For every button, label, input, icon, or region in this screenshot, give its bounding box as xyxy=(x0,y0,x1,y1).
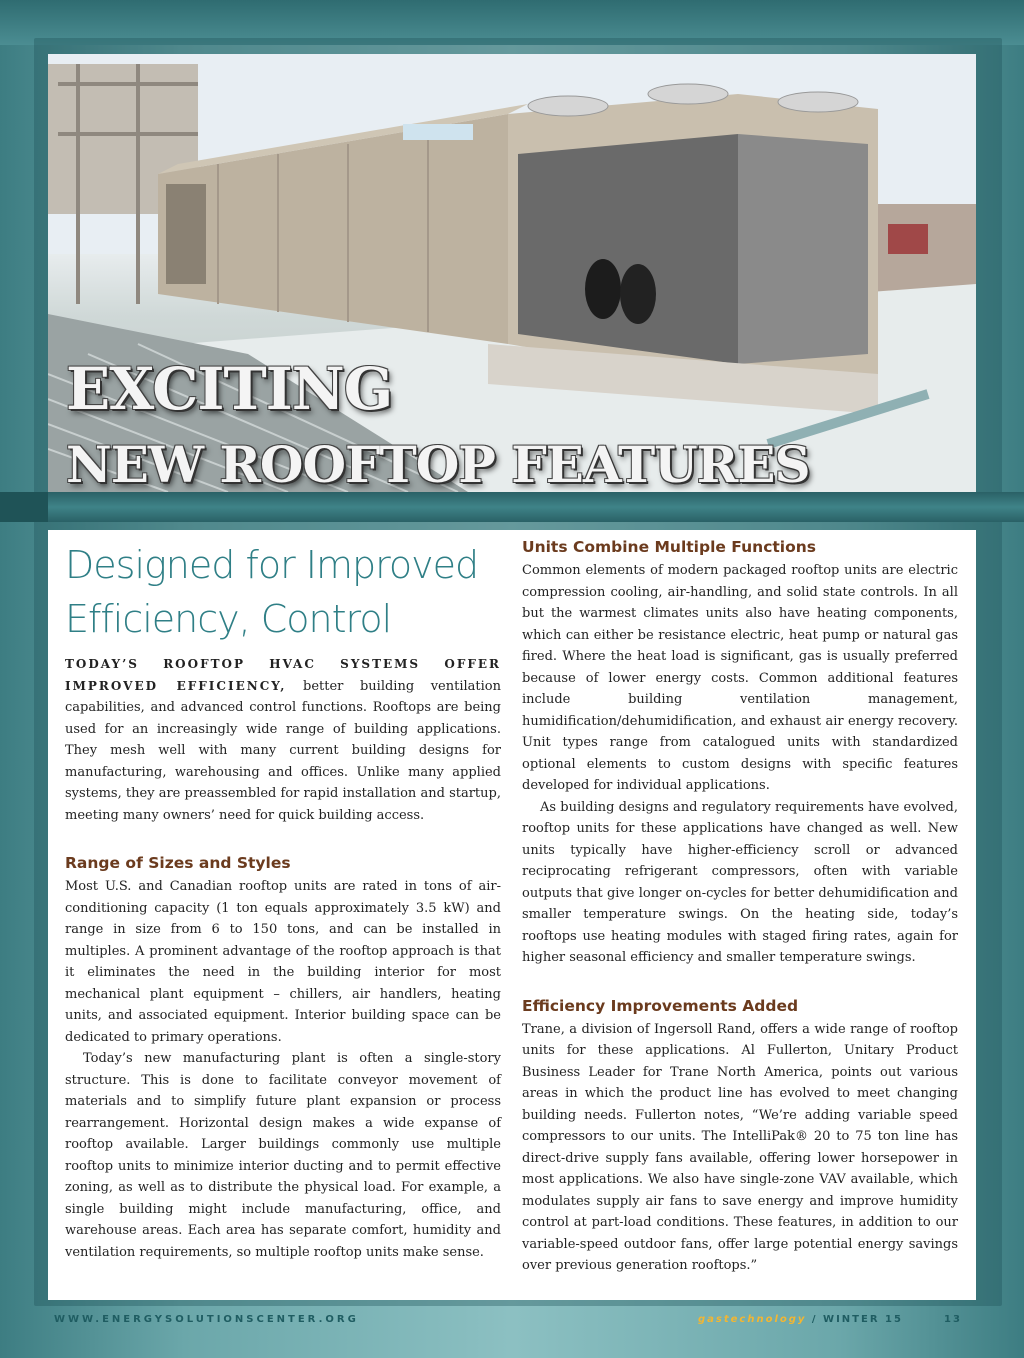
lead-paragraph xyxy=(65,654,501,826)
mag-issue: / WINTER 15 xyxy=(806,1314,903,1325)
mag-technology: technology xyxy=(723,1314,807,1325)
hero-title xyxy=(66,355,810,492)
section-heading-efficiency: Efficiency Improvements Added xyxy=(522,996,799,1015)
divider-band xyxy=(0,492,1024,522)
column-left xyxy=(65,538,501,1263)
hero-title-line2: NEW ROOFTOP FEATURES xyxy=(66,435,810,492)
section-heading-functions: Units Combine Multiple Functions xyxy=(522,538,817,556)
hero-photo xyxy=(48,54,976,492)
headline-line2: Efficiency, Control xyxy=(65,597,392,641)
range-paragraph-2: Today’s new manufacturing plant is often a single-story structure. This is done to facilitate conveyor movement of materials and to simplify future plant expansion or process rearrangement. Horizontal design makes a wide expanse of rooftop available. Larger buildings commonly use multiple rooftop units to minimize interior ducting and to permit effective zoning, as well as to distribute the physical load. For example, a single building might include manufacturing, office, and warehouse areas. Each area has separate comfort, humidity and ventilation requirements, so multiple rooftop units make sense. xyxy=(65,1051,501,1260)
divider-tab xyxy=(0,492,48,522)
page-footer xyxy=(48,1306,976,1336)
efficiency-paragraph-1: Trane, a division of Ingersoll Rand, offers a wide range of rooftop units for these applications. Al Fullerton, Unitary Product Business Leader for Trane North America, points out various areas in which the product line has evolved to meet changing building needs. Fullerton notes, “We’re adding variable speed compressors to our units. The IntelliPak® 20 to 75 ton line has direct-drive supply fans available, offering lower horsepower in most applications. We also have single-zone VAV available, which modulates supply air fans to save energy and improve humidity control at part-load conditions. These features, in addition to our variable-speed outdoor fans, offer large potential energy savings over previous generation rooftops.” xyxy=(522,1021,958,1273)
article-body xyxy=(48,530,976,1300)
range-paragraph-1: Most U.S. and Canadian rooftop units are rated in tons of air-conditioning capacity (1 ton equals approximately 3.5 kW) and range in size from 6 to 150 tons, and can be installed in multiples. A prominent advantage of the rooftop approach is that it eliminates the need in the building interior for most mechanical plant equipment – chillers, air handlers, heating units, and associated equipment. Interior building space can be dedicated to primary operations. xyxy=(65,879,501,1045)
hero-title-line1: EXCITING xyxy=(66,355,393,423)
mag-gas: gas xyxy=(698,1314,724,1325)
functions-paragraph-2: As building designs and regulatory requirements have evolved, rooftop units for these applications have changed as well. New units typically have higher-efficiency scroll or advanced reciprocating refrigerant compressors, often with variable outputs that give longer on-cycles for better dehumidification and smaller temperature swings. On the heating side, today’s rooftops use heating modules with staged firing rates, again for higher seasonal efficiency and smaller temperature swings. xyxy=(522,799,958,965)
section-heading-range: Range of Sizes and Styles xyxy=(65,854,291,872)
lead-rest: better building ventilation capabilities, and advanced control functions. Rooftops are being used for an increasingly wide range of building applications. They mesh well with many current building designs for manufacturing, warehousing and offices. Unlike many applied systems, they are preassembled for rapid installation and startup, meeting many owners’ need for quick building access. xyxy=(65,678,501,823)
column-right xyxy=(522,538,958,1277)
functions-paragraph-1: Common elements of modern packaged rooftop units are electric compression cooling, air-handling, and solid state controls. In all but the warmest climates units also have heating components, which can either be resistance electric, heat pump or natural gas fired. Where the heat load is significant, gas is usually preferred because of lower energy costs. Common additional features include building ventilation management, humidification/dehumidification, and exhaust air energy recovery. Unit types range from catalogued units with standardized optional elements to custom designs with specific features developed for individual applications. xyxy=(522,563,958,793)
footer-magazine xyxy=(698,1314,903,1325)
article-headline xyxy=(65,538,501,646)
footer-url[interactable]: WWW.ENERGYSOLUTIONSCENTER.ORG xyxy=(54,1314,359,1325)
lead-caps: TODAY’S ROOFTOP HVAC SYSTEMS OFFER IMPROVED EFFICIENCY, xyxy=(65,657,501,693)
page-number: 13 xyxy=(944,1314,962,1325)
headline-line1: Designed for Improved xyxy=(65,543,479,587)
